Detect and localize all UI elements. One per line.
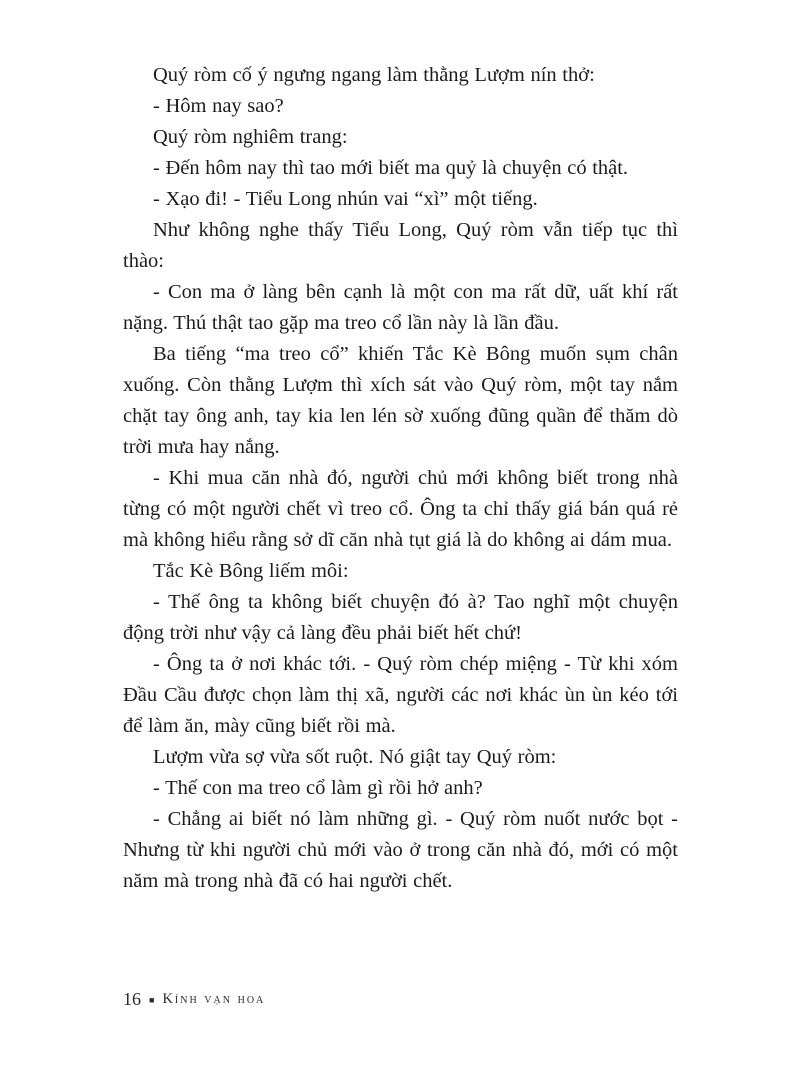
paragraph: Ba tiếng “ma treo cổ” khiến Tắc Kè Bông muốn sụm chân xuống. Còn thằng Lượm thì xích sát vào Quý ròm, một tay nắm chặt tay ông anh, tay kia len lén sờ xuống đũng quần để thăm dò trời mưa hay nắng.: [123, 343, 678, 458]
paragraph: - Ông ta ở nơi khác tới. - Quý ròm chép miệng - Từ khi xóm Đầu Cầu được chọn làm thị xã, người các nơi khác ùn ùn kéo tới để làm ăn, mày cũng biết rồi mà.: [123, 653, 678, 737]
paragraph: - Con ma ở làng bên cạnh là một con ma rất dữ, uất khí rất nặng. Thú thật tao gặp ma treo cổ lần này là lần đầu.: [123, 281, 678, 334]
paragraph: - Hôm nay sao?: [153, 95, 284, 117]
paragraph: - Thế con ma treo cổ làm gì rồi hở anh?: [153, 777, 483, 799]
page-body-text: [123, 60, 678, 897]
paragraph: Tắc Kè Bông liếm môi:: [153, 560, 349, 582]
paragraph: - Xạo đi! - Tiểu Long nhún vai “xì” một tiếng.: [153, 188, 538, 210]
paragraph: Như không nghe thấy Tiểu Long, Quý ròm vẫn tiếp tục thì thào:: [123, 219, 678, 272]
paragraph: - Đến hôm nay thì tao mới biết ma quỷ là chuyện có thật.: [153, 157, 629, 179]
paragraph: Quý ròm nghiêm trang:: [153, 126, 348, 148]
paragraph: - Chẳng ai biết nó làm những gì. - Quý ròm nuốt nước bọt - Nhưng từ khi người chủ mới vào ở trong căn nhà đó, mới có một năm mà trong nhà đã có hai người chết.: [123, 808, 678, 892]
page-footer: [123, 990, 265, 1008]
page-number: 16: [123, 989, 141, 1009]
paragraph: - Khi mua căn nhà đó, người chủ mới không biết trong nhà từng có một người chết vì treo cổ. Ông ta chỉ thấy giá bán quá rẻ mà không hiểu rằng sở dĩ căn nhà tụt giá là do không ai dám mua.: [123, 467, 678, 551]
square-bullet-icon: ■: [149, 994, 155, 1005]
paragraph: Quý ròm cố ý ngưng ngang làm thằng Lượm nín thở:: [153, 64, 595, 86]
book-title: Kính vạn hoa: [162, 990, 266, 1007]
paragraph: - Thế ông ta không biết chuyện đó à? Tao nghĩ một chuyện động trời như vậy cả làng đều phải biết hết chứ!: [123, 591, 678, 644]
paragraph: Lượm vừa sợ vừa sốt ruột. Nó giật tay Quý ròm:: [153, 746, 557, 768]
